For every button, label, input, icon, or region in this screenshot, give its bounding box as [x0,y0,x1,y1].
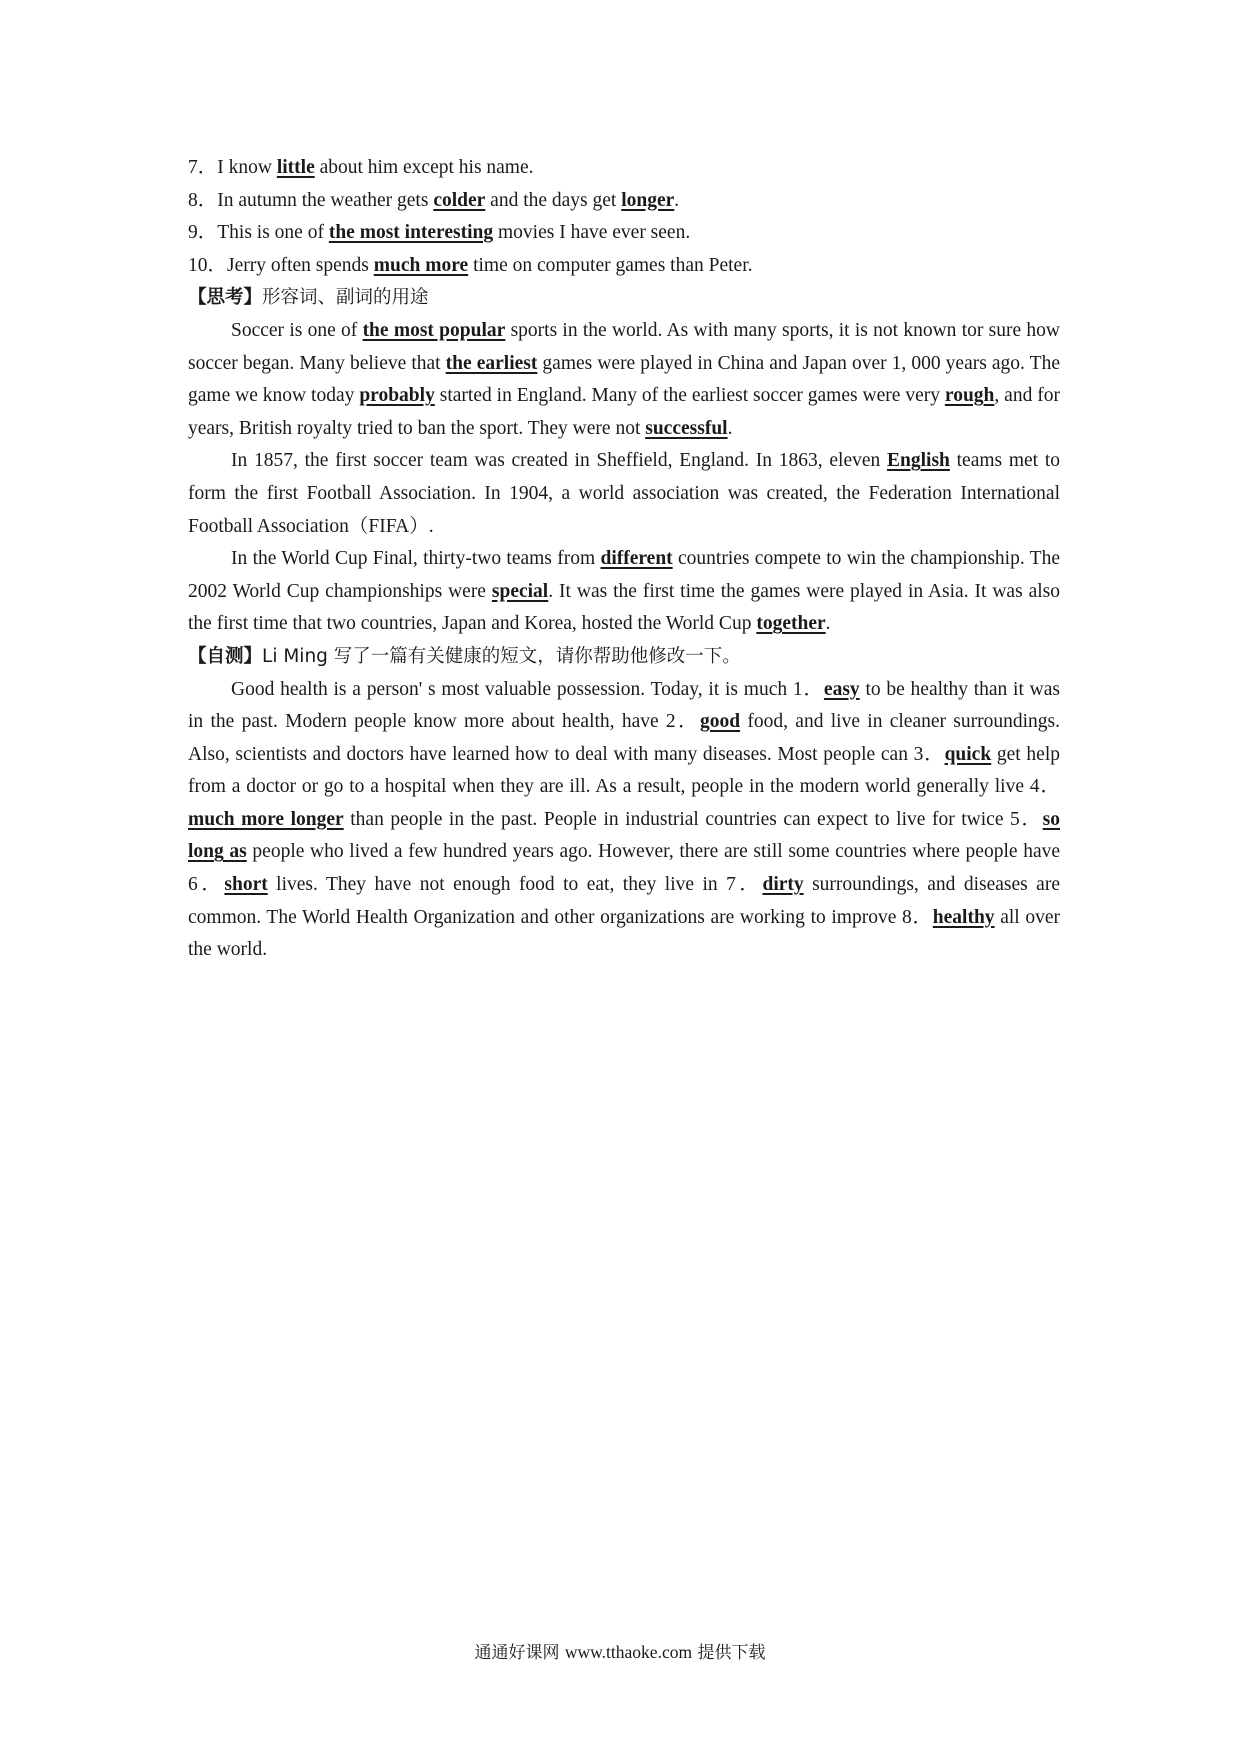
test-tag: 【自测】 [188,645,263,667]
answer: longer [621,189,675,211]
answer: rough [944,385,995,407]
paragraph-text: all over the world. [188,906,1060,961]
sentence-10 [188,250,1060,283]
answer: the most interesting [328,222,494,244]
soccer-paragraph-1 [188,315,1060,445]
document-body [188,152,1060,967]
paragraph-text: games were played in China and Japan over 1, 000 years ago. The game we know today [188,352,1060,407]
paragraph-text: In the World Cup Final, thirty-two teams from [231,548,601,570]
sentence-text: 8．In autumn the weather gets [188,189,434,211]
health-paragraph [188,674,1060,967]
sentence-text: . [674,189,680,211]
sentence-text: about him except his name. [314,157,534,178]
sentence-text: 9．This is one of [188,222,329,244]
think-tag: 【思考】 [188,287,263,309]
sentence-text: 10．Jerry often spends [188,254,374,276]
paragraph-text: sports in the world. As with many sports, it is not known tor sure how soccer began. Many believe that [188,319,1060,374]
sentence-8 [188,185,1060,218]
answer: different [600,548,673,570]
answer: much more [373,254,469,276]
sentence-text: time on computer games than Peter. [468,254,753,276]
answer: healthy [932,906,995,928]
test-heading [188,641,1060,674]
answer: quick [944,743,992,765]
answer: good [700,711,741,733]
soccer-paragraph-2 [188,445,1060,543]
footer-url: www.tthaoke.com [564,1642,693,1662]
paragraph-text: Soccer is one of [231,319,363,341]
paragraph-text: . [727,417,733,439]
paragraph-text: . [825,613,831,635]
answer: dirty [762,874,804,896]
paragraph-text: In 1857, the first soccer team was created in Sheffield, England. In 1863, eleven [231,450,888,472]
paragraph-text: surroundings, and diseases are common. The World Health Organization and other organizations are working to improve 8． [188,874,1060,928]
footer-site-name: 通通好课网 [474,1643,565,1663]
answer: little [276,157,315,178]
answer: the most popular [362,319,506,341]
answer: probably [359,385,435,407]
paragraph-text: to be healthy than it was in the past. Modern people know more about health, have 2． [188,678,1060,733]
paragraph-text: Good health is a person' s most valuable possession. Today, it is much 1． [231,678,824,700]
think-heading [188,282,1060,315]
paragraph-text: , and for years, British royalty tried to ban the sport. They were not [188,385,1060,439]
paragraph-text: food, and live in cleaner surroundings. Also, scientists and doctors have learned how to deal with many diseases. Most people can 3． [188,711,1061,765]
sentence-text: and the days get [485,189,622,211]
test-title: Li Ming 写了一篇有关健康的短文，请你帮助他修改一下。 [262,645,741,667]
answer: colder [433,189,486,211]
paragraph-text: countries compete to win the championship. The 2002 World Cup championships were [188,548,1060,602]
paragraph-text: teams met to form the first Football Association. In 1904, a world association was created, the Federation International Football Association（FIFA）. [188,450,1060,537]
page-footer [0,1638,1240,1663]
paragraph-text: people who lived a few hundred years ago. However, there are still some countries where people have 6． [188,841,1061,896]
paragraph-text: lives. They have not enough food to eat, they live in 7． [267,874,763,896]
answer: special [491,580,549,602]
sentence-7 [188,152,1060,185]
sentence-9 [188,217,1060,250]
sentence-text: movies I have ever seen. [493,222,691,244]
think-title: 形容词、副词的用途 [262,287,429,309]
footer-download-text: 提供下载 [692,1643,766,1663]
answer: much more longer [188,808,344,830]
answer: successful [645,417,728,439]
answer: so long as [188,808,1060,863]
paragraph-text: than people in the past. People in industrial countries can expect to live for twice 5． [343,808,1043,830]
paragraph-text: . It was the first time the games were played in Asia. It was also the first time that two countries, Japan and Korea, hosted the World Cup [188,580,1060,635]
answer: short [224,874,268,896]
sentence-text: 7．I know [188,157,277,178]
soccer-paragraph-3 [188,543,1060,641]
paragraph-text: started in England. Many of the earliest soccer games were very [434,385,945,407]
answer: together [756,613,826,635]
answer: English [887,450,950,472]
answer: the earliest [445,352,538,374]
answer: easy [823,678,860,700]
paragraph-text: get help from a doctor or go to a hospital when they are ill. As a result, people in the modern world generally live 4． [188,743,1060,798]
